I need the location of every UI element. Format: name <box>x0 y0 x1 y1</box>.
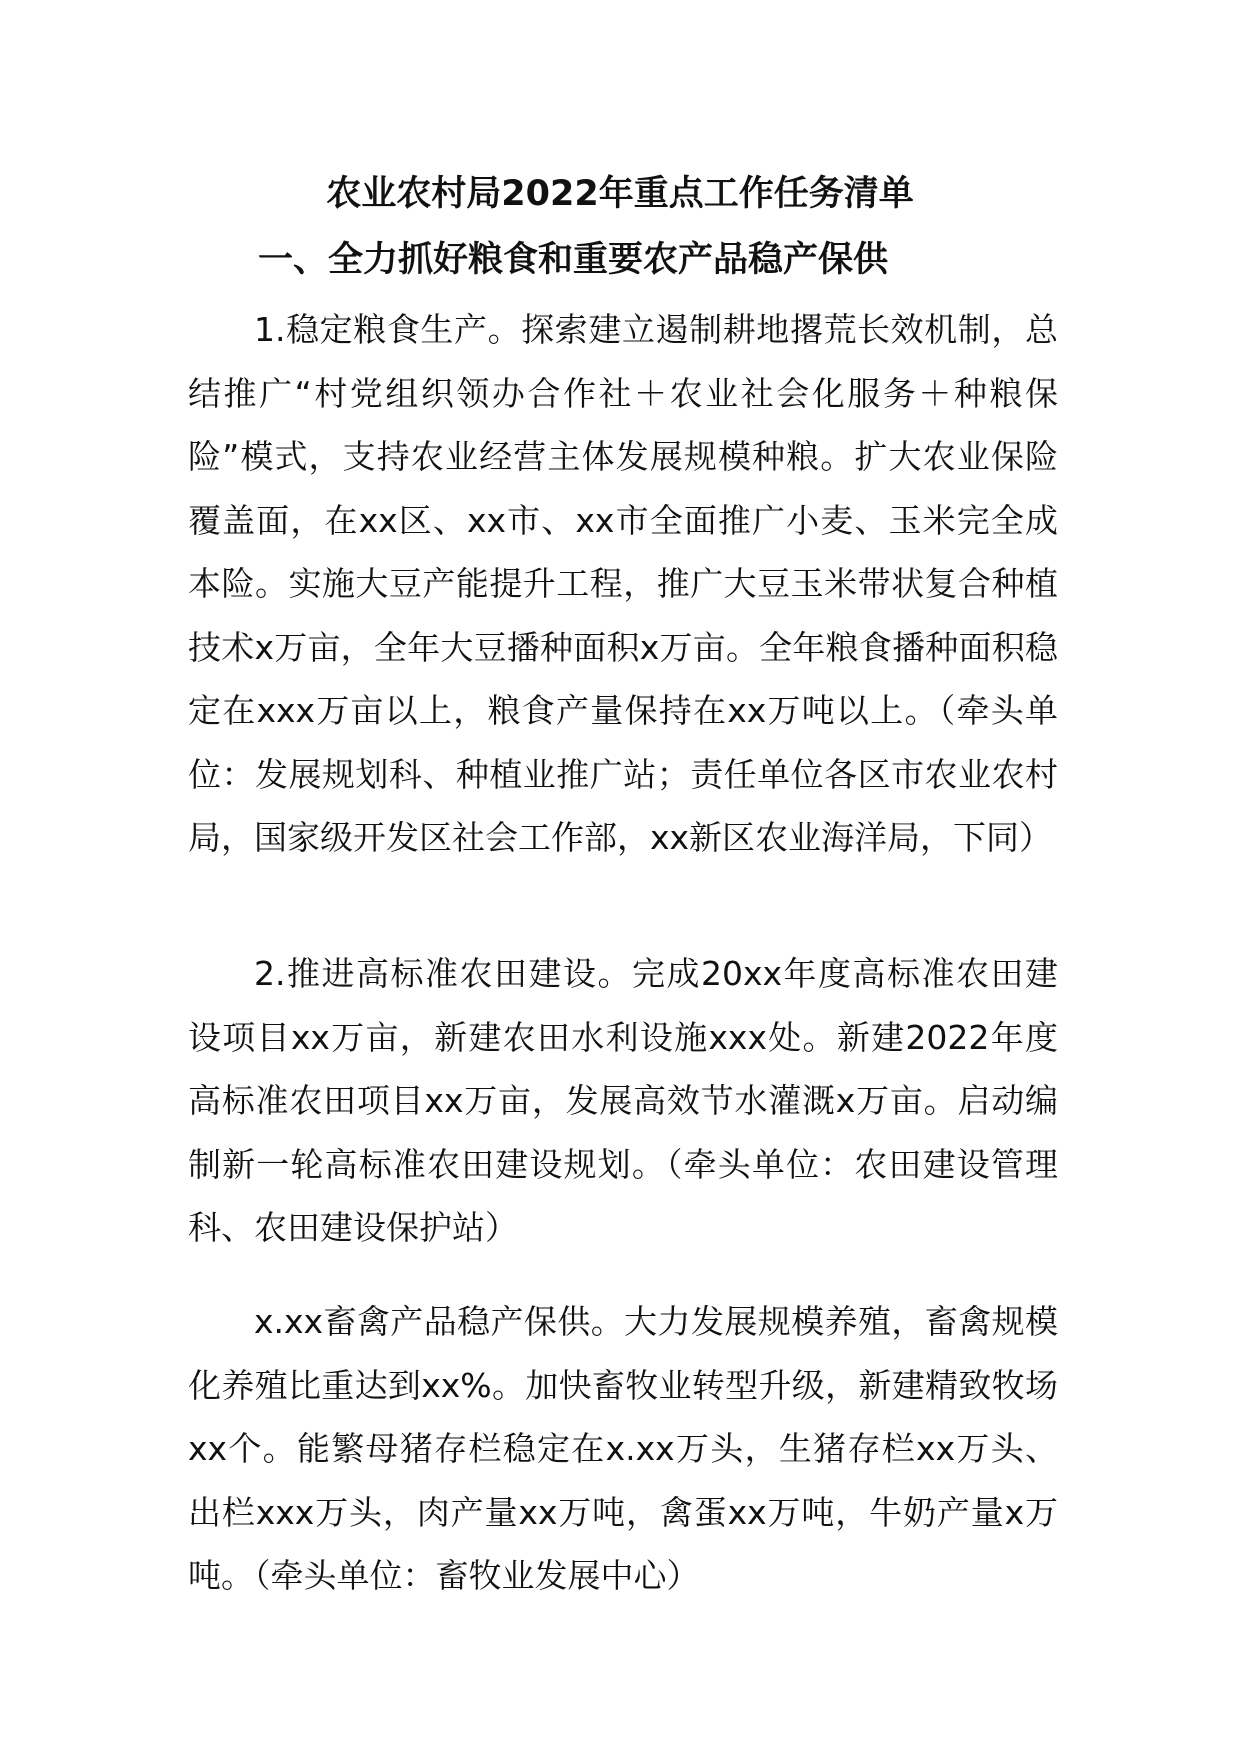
paragraph-grain-production: 1.稳定粮食生产。探索建立遏制耕地撂荒长效机制，总结推广“村党组织领办合作社＋农业社会化服务＋种粮保险”模式，支持农业经营主体发展规模种粮。扩大农业保险覆盖面，在xx区、xx市、xx市全面推广小麦、玉米完全成本险。实施大豆产能提升工程，推广大豆玉米带状复合种植技术x万亩，全年大豆播种面积x万亩。全年粮食播种面积稳定在xxx万亩以上，粮食产量保持在xx万吨以上。（牵头单位：发展规划科、种植业推广站；责任单位各区市农业农村局，国家级开发区社会工作部，xx新区农业海洋局，下同） <box>188 310 1058 857</box>
paragraph-livestock-supply: x.xx畜禽产品稳产保供。大力发展规模养殖，畜禽规模化养殖比重达到xx%。加快畜牧业转型升级，新建精致牧场xx个。能繁母猪存栏稳定在x.xx万头，生猪存栏xx万头、出栏xxx万头，肉产量xx万吨，禽蛋xx万吨，牛奶产量x万吨。（牵头单位：畜牧业发展中心） <box>188 1302 1058 1595</box>
section-heading: 一、全力抓好粮食和重要农产品稳产保供 <box>258 240 889 280</box>
document-title: 农业农村局2022年重点工作任务清单 <box>326 174 914 214</box>
paragraph-farmland-construction: 2.推进高标准农田建设。完成20xx年度高标准农田建设项目xx万亩，新建农田水利设施xxx处。新建2022年度高标准农田项目xx万亩，发展高效节水灌溉x万亩。启动编制新一轮高标准农田建设规划。（牵头单位：农田建设管理科、农田建设保护站） <box>188 954 1058 1247</box>
